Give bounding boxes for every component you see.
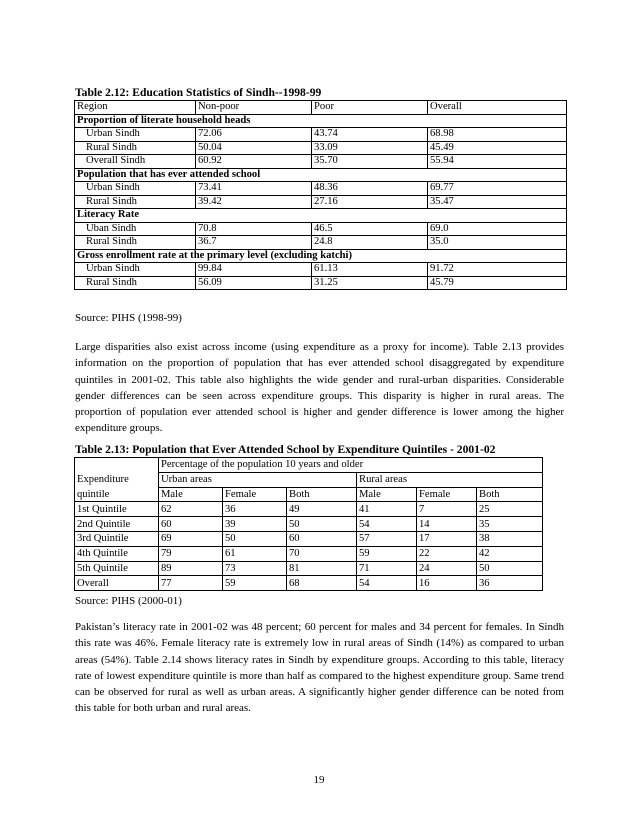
table-cell: 68 [287,576,357,591]
group-header-urban: Urban areas [159,472,357,487]
table-cell: 73.41 [196,182,312,196]
row-header-line2: quintile [75,487,159,502]
row-label: Rural Sindh [75,141,196,155]
column-header: Region [75,101,196,115]
table-row [75,128,567,142]
table-cell: 35.47 [428,195,567,209]
table-2-12-source: Source: PIHS (1998-99) [75,312,182,324]
table-cell: 71 [357,561,417,576]
table-cell: 59 [223,576,287,591]
row-label: Overall Sindh [75,155,196,169]
column-header: Both [477,487,543,502]
table-cell: 49 [287,502,357,517]
table-cell: 54 [357,517,417,532]
page-number: 19 [313,774,325,786]
table-cell: 57 [357,531,417,546]
row-label: Rural Sindh [75,276,196,290]
column-header: Female [223,487,287,502]
table-cell: 36.7 [196,236,312,250]
body-paragraph: Large disparities also exist across income (using expenditure as a proxy for income). Table 2.13 provides information on the proportion of population that has ever attended school disaggregated by expenditure quintiles in 2001-02. This table also highlights the wide gender and rural-urban disparities. Considerable gender differences can be seen across expenditure groups. This disparity is higher in rural areas. The proportion of population ever attended school is higher and gender difference is lower among the higher expenditure groups. [75,341,564,435]
table-cell: 27.16 [312,195,428,209]
table-row [75,576,543,591]
row-label: Overall [75,576,159,591]
table-cell: 56.09 [196,276,312,290]
section-row [75,209,567,223]
table-cell: 48.36 [312,182,428,196]
table-cell: 39 [223,517,287,532]
table-cell: 7 [417,502,477,517]
table-cell: 38 [477,531,543,546]
table-row [75,546,543,561]
table-header-row [75,458,543,473]
table-cell: 16 [417,576,477,591]
table-cell: 35 [477,517,543,532]
table-cell: 50 [287,517,357,532]
table-cell: 36 [223,502,287,517]
table-cell: 89 [159,561,223,576]
row-label: Urban Sindh [75,128,196,142]
table-cell: 60 [159,517,223,532]
column-header: Male [159,487,223,502]
table-header-row [75,487,543,502]
table-cell: 59 [357,546,417,561]
table-cell: 68.98 [428,128,567,142]
row-label: 1st Quintile [75,502,159,517]
column-header: Poor [312,101,428,115]
section-row [75,168,567,182]
table-2-13 [74,457,543,591]
table-row [75,531,543,546]
table-cell: 79 [159,546,223,561]
table-cell: 24.8 [312,236,428,250]
table-cell: 73 [223,561,287,576]
table-2-12 [74,100,567,290]
table-row [75,155,567,169]
table-cell: 50.04 [196,141,312,155]
table-cell: 60.92 [196,155,312,169]
row-header-top [75,458,159,473]
row-label: 3rd Quintile [75,531,159,546]
section-row [75,249,567,263]
table-cell: 70 [287,546,357,561]
section-title: Literacy Rate [75,209,567,223]
table-2-12-caption: Table 2.12: Education Statistics of Sindh--1998-99 [75,86,322,99]
table-cell: 33.09 [312,141,428,155]
row-label: 2nd Quintile [75,517,159,532]
section-title: Proportion of literate household heads [75,114,567,128]
column-header: Female [417,487,477,502]
column-header: Male [357,487,417,502]
row-label: 4th Quintile [75,546,159,561]
table-cell: 61.13 [312,263,428,277]
row-label: 5th Quintile [75,561,159,576]
section-title: Gross enrollment rate at the primary level (excluding katchi) [75,249,567,263]
table-cell: 45.49 [428,141,567,155]
table-cell: 69.77 [428,182,567,196]
row-label: Uban Sindh [75,222,196,236]
table-row [75,182,567,196]
table-cell: 70.8 [196,222,312,236]
table-row [75,517,543,532]
table-cell: 77 [159,576,223,591]
table-cell: 39.42 [196,195,312,209]
table-cell: 35.0 [428,236,567,250]
column-header: Both [287,487,357,502]
table-cell: 41 [357,502,417,517]
table-header-row [75,472,543,487]
table-cell: 62 [159,502,223,517]
table-cell: 42 [477,546,543,561]
table-cell: 72.06 [196,128,312,142]
table-cell: 54 [357,576,417,591]
table-row [75,236,567,250]
table-cell: 17 [417,531,477,546]
table-cell: 22 [417,546,477,561]
table-header-row [75,101,567,115]
table-2-13-caption: Table 2.13: Population that Ever Attended School by Expenditure Quintiles - 2001-02 [75,443,496,456]
table-row [75,276,567,290]
table-cell: 24 [417,561,477,576]
table-cell: 50 [223,531,287,546]
table-2-13-source: Source: PIHS (2000-01) [75,595,182,607]
table-row [75,561,543,576]
group-header-rural: Rural areas [357,472,543,487]
table-row [75,502,543,517]
table-cell: 31.25 [312,276,428,290]
row-label: Rural Sindh [75,236,196,250]
column-header: Non-poor [196,101,312,115]
table-row [75,222,567,236]
row-label: Urban Sindh [75,182,196,196]
table-cell: 50 [477,561,543,576]
table-row [75,141,567,155]
table-row [75,195,567,209]
body-paragraph: Pakistan’s literacy rate in 2001-02 was 48 percent; 60 percent for males and 34 percent for females. In Sindh this rate was 46%. Female literacy rate is extremely low in rural areas of Sindh (14%) as compared to urban areas (54%). Table 2.14 shows literacy rates in Sindh by expenditure groups. According to this table, literacy rate of lowest expenditure quintile is more than half as compared to the highest expenditure group. Same trend can be observed for rural as well as urban areas. A significantly higher gender difference can be noted from this table for both urban and rural areas. [75,621,564,715]
table-cell: 69 [159,531,223,546]
table-cell: 55.94 [428,155,567,169]
table-row [75,263,567,277]
table-cell: 45.79 [428,276,567,290]
section-title: Population that has ever attended school [75,168,567,182]
table-cell: 25 [477,502,543,517]
table-cell: 99.84 [196,263,312,277]
row-header-line1: Expenditure [75,472,159,487]
table-cell: 46.5 [312,222,428,236]
table-cell: 35.70 [312,155,428,169]
table-cell: 14 [417,517,477,532]
table-cell: 36 [477,576,543,591]
table-cell: 81 [287,561,357,576]
span-header: Percentage of the population 10 years and older [159,458,543,473]
table-cell: 91.72 [428,263,567,277]
row-label: Rural Sindh [75,195,196,209]
row-label: Urban Sindh [75,263,196,277]
table-cell: 69.0 [428,222,567,236]
section-row [75,114,567,128]
table-cell: 60 [287,531,357,546]
table-cell: 43.74 [312,128,428,142]
table-cell: 61 [223,546,287,561]
column-header: Overall [428,101,567,115]
